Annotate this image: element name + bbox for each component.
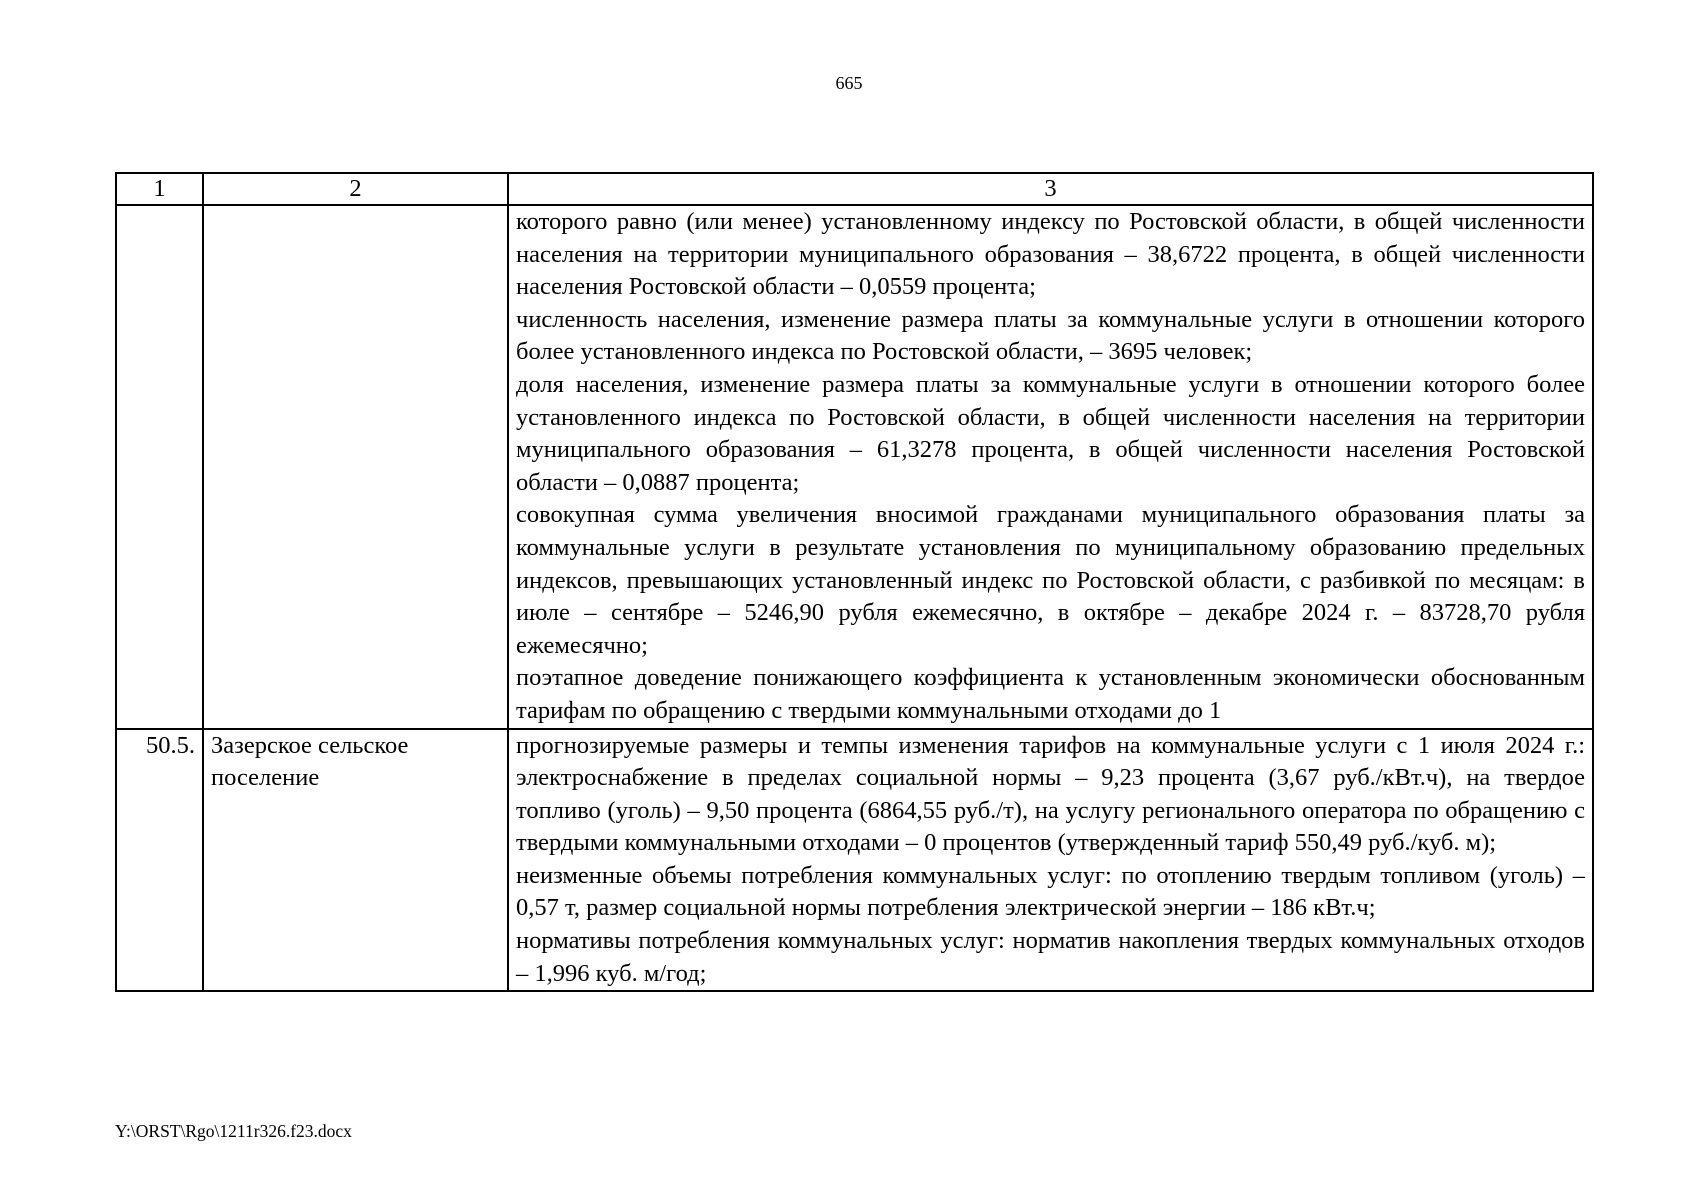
paragraph: доля населения, изменение размера платы за коммунальные услуги в отношении которого более установленного индекса по Ростовской области, в общей численности населения на территории муниципального образования – 61,3278 процента, в общей численности населения Ростовской области – 0,0887 процента;	[516, 370, 1585, 496]
settlement-name-cell	[203, 205, 508, 729]
tariff-table	[115, 172, 1594, 992]
paragraph: нормативы потребления коммунальных услуг: норматив накопления твердых коммунальных отходов – 1,996 куб. м/год;	[516, 927, 1585, 987]
table-row	[116, 729, 1593, 992]
column-header-1: 1	[116, 173, 203, 205]
column-header-2: 2	[203, 173, 508, 205]
paragraph: которого равно (или менее) установленному индексу по Ростовской области, в общей численности населения на территории муниципального образования – 38,6722 процента, в общей численности населения Ростовской области – 0,0559 процента;	[516, 208, 1585, 301]
description-cell	[508, 205, 1593, 729]
table-row	[116, 205, 1593, 729]
paragraph: совокупная сумма увеличения вносимой гражданами муниципального образования платы за коммунальные услуги в результате установления по муниципальному образованию предельных индексов, превышающих установленный индекс по Ростовской области, с разбивкой по месяцам: в июле – сентябре – 5246,90 рубля ежемесячно, в октябре – декабре 2024 г. – 83728,70 рубля ежемесячно;	[516, 501, 1585, 659]
file-path-footer: Y:\ORST\Rgo\1211r326.f23.docx	[115, 1121, 352, 1141]
row-number-cell	[116, 205, 203, 729]
column-header-3: 3	[508, 173, 1593, 205]
paragraph: численность населения, изменение размера платы за коммунальные услуги в отношении которого более установленного индекса по Ростовской области, – 3695 человек;	[516, 305, 1585, 366]
paragraph: неизменные объемы потребления коммунальных услуг: по отоплению твердым топливом (уголь) – 0,57 т, размер социальной нормы потребления электрической энергии – 186 кВт.ч;	[516, 861, 1585, 922]
description-cell	[508, 729, 1593, 992]
paragraph: прогнозируемые размеры и темпы изменения тарифов на коммунальные услуги с 1 июля 2024 г.: электроснабжение в пределах социальной нормы – 9,23 процента (3,67 руб./кВт.ч), на твердое топливо (уголь) – 9,50 процента (6864,55 руб./т), на услугу регионального оператора по обращению с твердыми коммунальными отходами – 0 процентов (утвержденный тариф 550,49 руб./куб. м);	[516, 731, 1585, 857]
page-number: 665	[835, 73, 863, 93]
row-number-cell: 50.5.	[116, 729, 203, 992]
paragraph: поэтапное доведение понижающего коэффициента к установленным экономически обоснованным тарифам по обращению с твердыми коммунальными отходами до 1	[516, 664, 1585, 724]
settlement-name-cell: Зазерское сельское поселение	[203, 729, 508, 992]
table-header-row	[116, 173, 1593, 205]
